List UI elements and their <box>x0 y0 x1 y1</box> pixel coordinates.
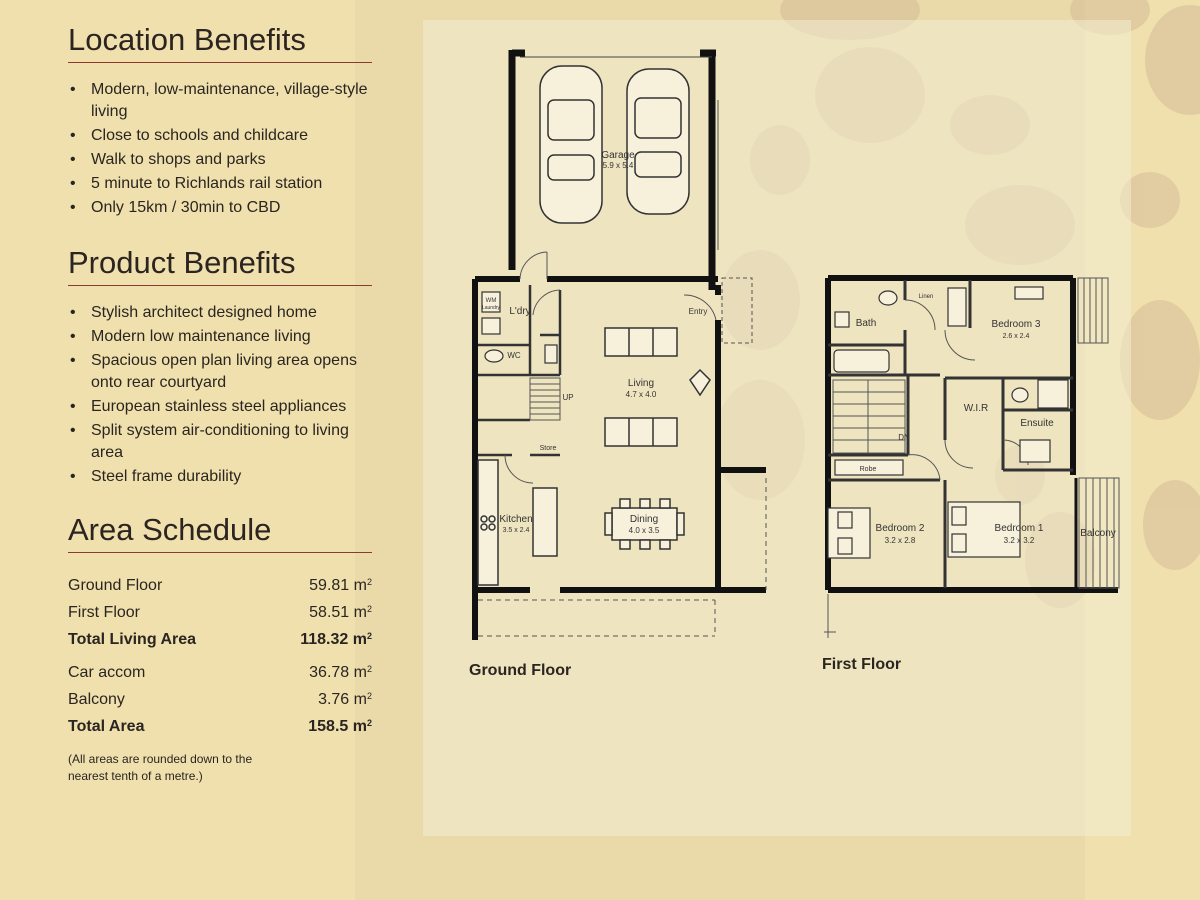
kitchen-label: Kitchen <box>499 514 533 525</box>
area-value: 118.32 $m^2$ <box>300 630 372 648</box>
location-benefits-title: Location Benefits <box>68 22 372 63</box>
list-item: • Only 15km / 30min to CBD <box>68 197 374 219</box>
area-value: 36.78 $m^2$ <box>309 663 372 681</box>
store-label: Store <box>539 445 557 452</box>
list-item: • Walk to shops and parks <box>68 149 374 171</box>
garage-dim: 5.9 x 5.4 <box>602 161 634 170</box>
living-label: Living <box>627 378 655 389</box>
list-item: • European stainless steel appliances <box>68 396 374 418</box>
bedroom-1-label: Bedroom 1 <box>994 523 1044 534</box>
linen-label: Linen <box>918 294 934 300</box>
area-value: 3.76 $m^2$ <box>318 690 372 708</box>
wir-label: W.I.R <box>963 403 989 414</box>
area-label: Balcony <box>68 690 125 708</box>
entry-label: Entry <box>688 307 708 316</box>
bedroom-2-label: Bedroom 2 <box>875 523 925 534</box>
area-label: Car accom <box>68 663 146 681</box>
dn-label: DN <box>898 433 910 442</box>
product-benefits-title: Product Benefits <box>68 245 372 286</box>
washer-label: WM <box>485 298 497 304</box>
area-schedule-title: Area Schedule <box>68 512 372 553</box>
area-value: 59.81 $m^2$ <box>309 576 372 594</box>
bath-label: Bath <box>855 318 877 329</box>
list-item: • Stylish architect designed home <box>68 302 374 324</box>
laundry-tub-label: Laundry <box>481 305 501 311</box>
list-item: • Modern low maintenance living <box>68 326 374 348</box>
dining-dim: 4.0 x 3.5 <box>628 526 660 535</box>
area-label: Total Living Area <box>68 630 197 648</box>
ensuite-label: Ensuite <box>1020 418 1054 429</box>
bedroom-3-dim: 2.6 x 2.4 <box>1002 333 1030 340</box>
bedroom-2-dim: 3.2 x 2.8 <box>884 536 916 545</box>
area-footnote: (All areas are rounded down to the nearest tenth of a metre.) <box>68 752 253 783</box>
bedroom-1-dim: 3.2 x 3.2 <box>1003 536 1035 545</box>
list-item: • 5 minute to Richlands rail station <box>68 173 374 195</box>
ground-floor-label: Ground Floor <box>469 662 572 679</box>
list-item: • Close to schools and childcare <box>68 125 374 147</box>
balcony-label: Balcony <box>1080 528 1116 539</box>
laundry-label: L'dry <box>509 306 531 317</box>
area-label: Total Area <box>68 717 145 735</box>
list-item: • Spacious open plan living area opens onto rear courtyard <box>68 350 374 394</box>
up-label: UP <box>562 393 574 402</box>
dining-label: Dining <box>629 514 659 525</box>
list-item: • Steel frame durability <box>68 466 374 488</box>
living-dim: 4.7 x 4.0 <box>625 390 657 399</box>
area-label: First Floor <box>68 603 140 621</box>
car-icon <box>540 66 602 223</box>
ground-floor-plan <box>475 50 766 640</box>
area-value: 158.5 $m^2$ <box>308 717 372 735</box>
area-label: Ground Floor <box>68 576 163 594</box>
car-icon <box>627 69 689 214</box>
area-value: 58.51 $m^2$ <box>309 603 372 621</box>
list-item: • Split system air-conditioning to living area <box>68 420 374 464</box>
garage-label: Garage <box>601 150 635 161</box>
wc-label: WC <box>507 351 521 360</box>
kitchen-dim: 3.5 x 2.4 <box>502 527 530 534</box>
list-item: • Modern, low-maintenance, village-style living <box>68 79 374 123</box>
first-floor-plan <box>824 278 1119 638</box>
bedroom-3-label: Bedroom 3 <box>991 319 1041 330</box>
robe-label: Robe <box>859 466 877 473</box>
first-floor-label: First Floor <box>822 656 902 673</box>
